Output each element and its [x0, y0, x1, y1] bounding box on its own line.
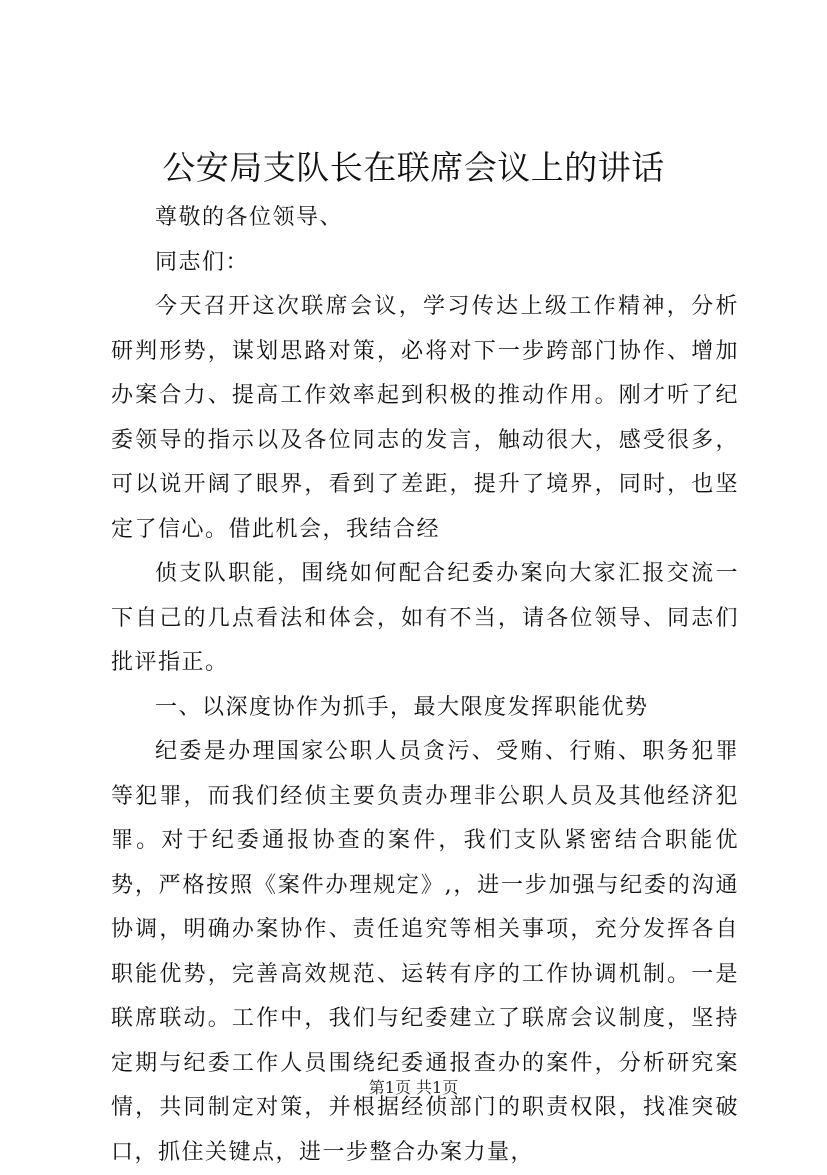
page-number-footer: 第1页 共1页	[368, 1078, 459, 1097]
salutation-line-1: 尊敬的各位领导、	[155, 205, 344, 230]
section-heading-1: 一、以深度协作为抓手，最大限度发挥职能优势	[155, 694, 649, 720]
salutation-line-2: 同志们：	[155, 249, 250, 275]
paragraph-intro: 今天召开这次联席会议，学习传达上级工作精神，分析研判形势，谋划思路对策，必将对下一步跨部门协作、增加办案合力、提高工作效率起到积极的推动作用。刚才听了纪委领导的指示以及各位同志的发言，触动很大，感受很多，可以说开阔了眼界，看到了差距，提升了境界，同时，也坚定了信心。借此机会，我结合经	[111, 294, 739, 542]
paragraph-section-1: 纪委是办理国家公职人员贪污、受贿、行贿、职务犯罪等犯罪，而我们经侦主要负责办理非公职人员及其他经济犯罪。对于纪委通报协查的案件，我们支队紧密结合职能优势，严格按照《案件办理规定》,，进一步加强与纪委的沟通协调，明确办案协作、责任追究等相关事项，充分发挥各自职能优势，完善高效规范、运转有序的工作协调机制。一是联席联动。工作中，我们与纪委建立了联席会议制度，坚持定期与纪委工作人员围绕纪委通报查办的案件，分析研究案情，共同制定对策，并根据经侦部门的职责权限，找准突破口，抓住关键点，进一步整合办案力量，	[111, 739, 739, 1165]
document-title: 公安局支队长在联席会议上的讲话	[162, 148, 665, 187]
paragraph-continuation: 侦支队职能，围绕如何配合纪委办案向大家汇报交流一下自己的几点看法和体会，如有不当，请各位领导、同志们批评指正。	[111, 561, 739, 675]
document-body	[111, 196, 739, 1175]
